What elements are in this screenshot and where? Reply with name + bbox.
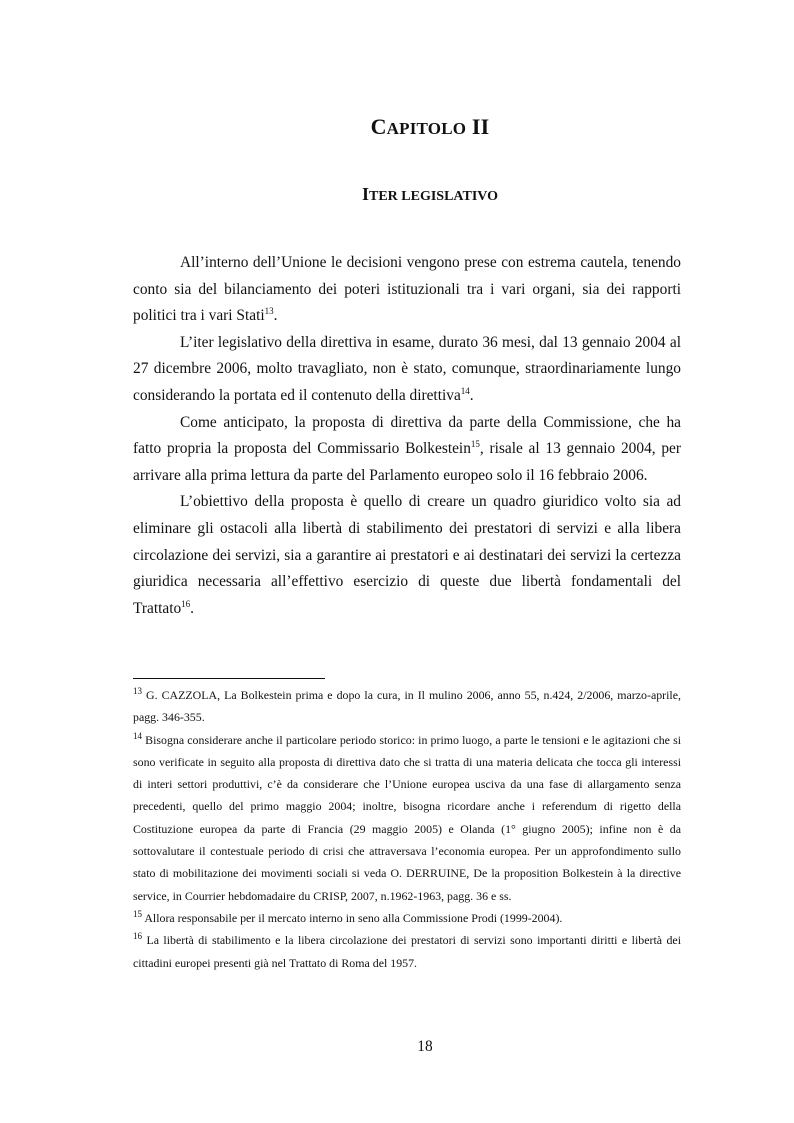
footnote-ref: 16 bbox=[181, 598, 191, 609]
paragraph-text: Come anticipato, la proposta di direttiva da parte della Commissione, che ha fatto propria la proposta del Commissario Bolkestein bbox=[133, 413, 681, 458]
footnote-text: G. bbox=[142, 688, 162, 702]
body-text bbox=[133, 250, 681, 622]
footnote-ref: 15 bbox=[470, 439, 480, 450]
footnote-ref: 13 bbox=[264, 306, 274, 317]
footnote-number: 16 bbox=[133, 931, 142, 942]
section-title bbox=[0, 184, 794, 205]
footnote bbox=[133, 929, 681, 974]
paragraph-text: L’iter legislativo della direttiva in esame, durato 36 mesi, dal 13 gennaio 2004 al 27 dicembre 2006, molto travagliato, non è stato, comunque, straordinariamente lungo considerando la portata ed il contenuto della direttiva bbox=[133, 333, 681, 404]
paragraph bbox=[133, 410, 681, 490]
paragraph bbox=[133, 330, 681, 410]
footnote bbox=[133, 907, 681, 929]
paragraph-text: L’obiettivo della proposta è quello di creare un quadro giuridico volto sia ad eliminare gli ostacoli alla libertà di stabilimento dei prestatori di servizi e alla libera circolazione dei servizi, sia a garantire ai prestatori e ai destinatari dei servizi la certezza giuridica necessaria all’effettivo esercizio di queste due libertà fondamentali del Trattato bbox=[133, 493, 681, 617]
chapter-title-number: II bbox=[466, 114, 490, 139]
footnote-text-continued: , La Bolkestein prima e dopo la cura, in Il mulino 2006, anno 55, n.424, 2/2006, marzo-aprile, pagg. 346-355. bbox=[133, 688, 681, 725]
footnote-text-continued: , De la proposition Bolkestein à la directive service, in Courrier hebdomadaire du CRISP, 2007, n.1962-1963, pagg. 36 e ss. bbox=[133, 866, 681, 903]
paragraph-end: . bbox=[190, 599, 195, 617]
section-title-smallcaps: TER LEGISLATIVO bbox=[369, 189, 499, 204]
footnote-ref: 14 bbox=[460, 385, 470, 396]
paragraph-text-continued: , risale al 13 gennaio 2004, per arrivare alla prima lettura da parte del Parlamento europeo solo il 16 febbraio 2006. bbox=[133, 440, 682, 484]
section-title-initial: I bbox=[361, 184, 369, 204]
author-initial: C bbox=[161, 688, 170, 702]
footnote bbox=[133, 729, 681, 907]
page-number: 18 bbox=[417, 1038, 433, 1055]
footnote bbox=[133, 684, 681, 729]
paragraph-text: All’interno dell’Unione le decisioni vengono prese con estrema cautela, tenendo conto sia del bilanciamento dei poteri istituzionali tra i vari organi, sia dei rapporti politici tra i vari Stati bbox=[133, 254, 681, 325]
paragraph-end: . bbox=[273, 307, 278, 325]
chapter-title-smallcaps: APITOLO bbox=[386, 119, 467, 138]
author-initial: D bbox=[406, 866, 415, 881]
paragraph-end: . bbox=[469, 386, 474, 404]
chapter-title bbox=[0, 114, 794, 140]
footnote-number: 14 bbox=[133, 730, 142, 741]
footnote-text: Allora responsabile per il mercato interno in seno alla Commissione Prodi (1999-2004). bbox=[142, 910, 563, 925]
author-smallcaps: ERRUINE bbox=[414, 866, 467, 881]
paragraph bbox=[133, 489, 681, 622]
footnote-text: La libertà di stabilimento e la libera circolazione dei prestatori di servizi sono importanti diritti e libertà dei cittadini europei presenti già nel Trattato di Roma del 1957. bbox=[133, 933, 681, 970]
footnotes bbox=[133, 684, 681, 974]
footnote-number: 13 bbox=[133, 686, 142, 697]
footnote-number: 15 bbox=[133, 909, 142, 919]
author-smallcaps: AZZOLA bbox=[169, 688, 218, 702]
paragraph bbox=[133, 250, 681, 330]
footnote-separator bbox=[133, 678, 325, 679]
chapter-title-initial: C bbox=[370, 114, 387, 139]
footnote-text: Bisogna considerare anche il particolare periodo storico: in primo luogo, a parte le tensioni e le agitazioni che si sono verificate in seguito alla proposta di direttiva dato che si tratta di una materia delicata che tocca gli interessi di interi settori produttivi, c’è da considerare che l’Unione europea usciva da una fase di allargamento senza precedenti, quello del primo maggio 2004; inoltre, bisogna ricordare anche i referendum di rigetto della Costituzione europea da parte di Francia (29 maggio 2005) e Olanda (1° giugno 2005); infine non è da sottovalutare il contestuale periodo di crisi che attraversava l’economia europea. Per un approfondimento sullo stato di mobilitazione dei movimenti sociali si veda O. bbox=[133, 732, 681, 881]
